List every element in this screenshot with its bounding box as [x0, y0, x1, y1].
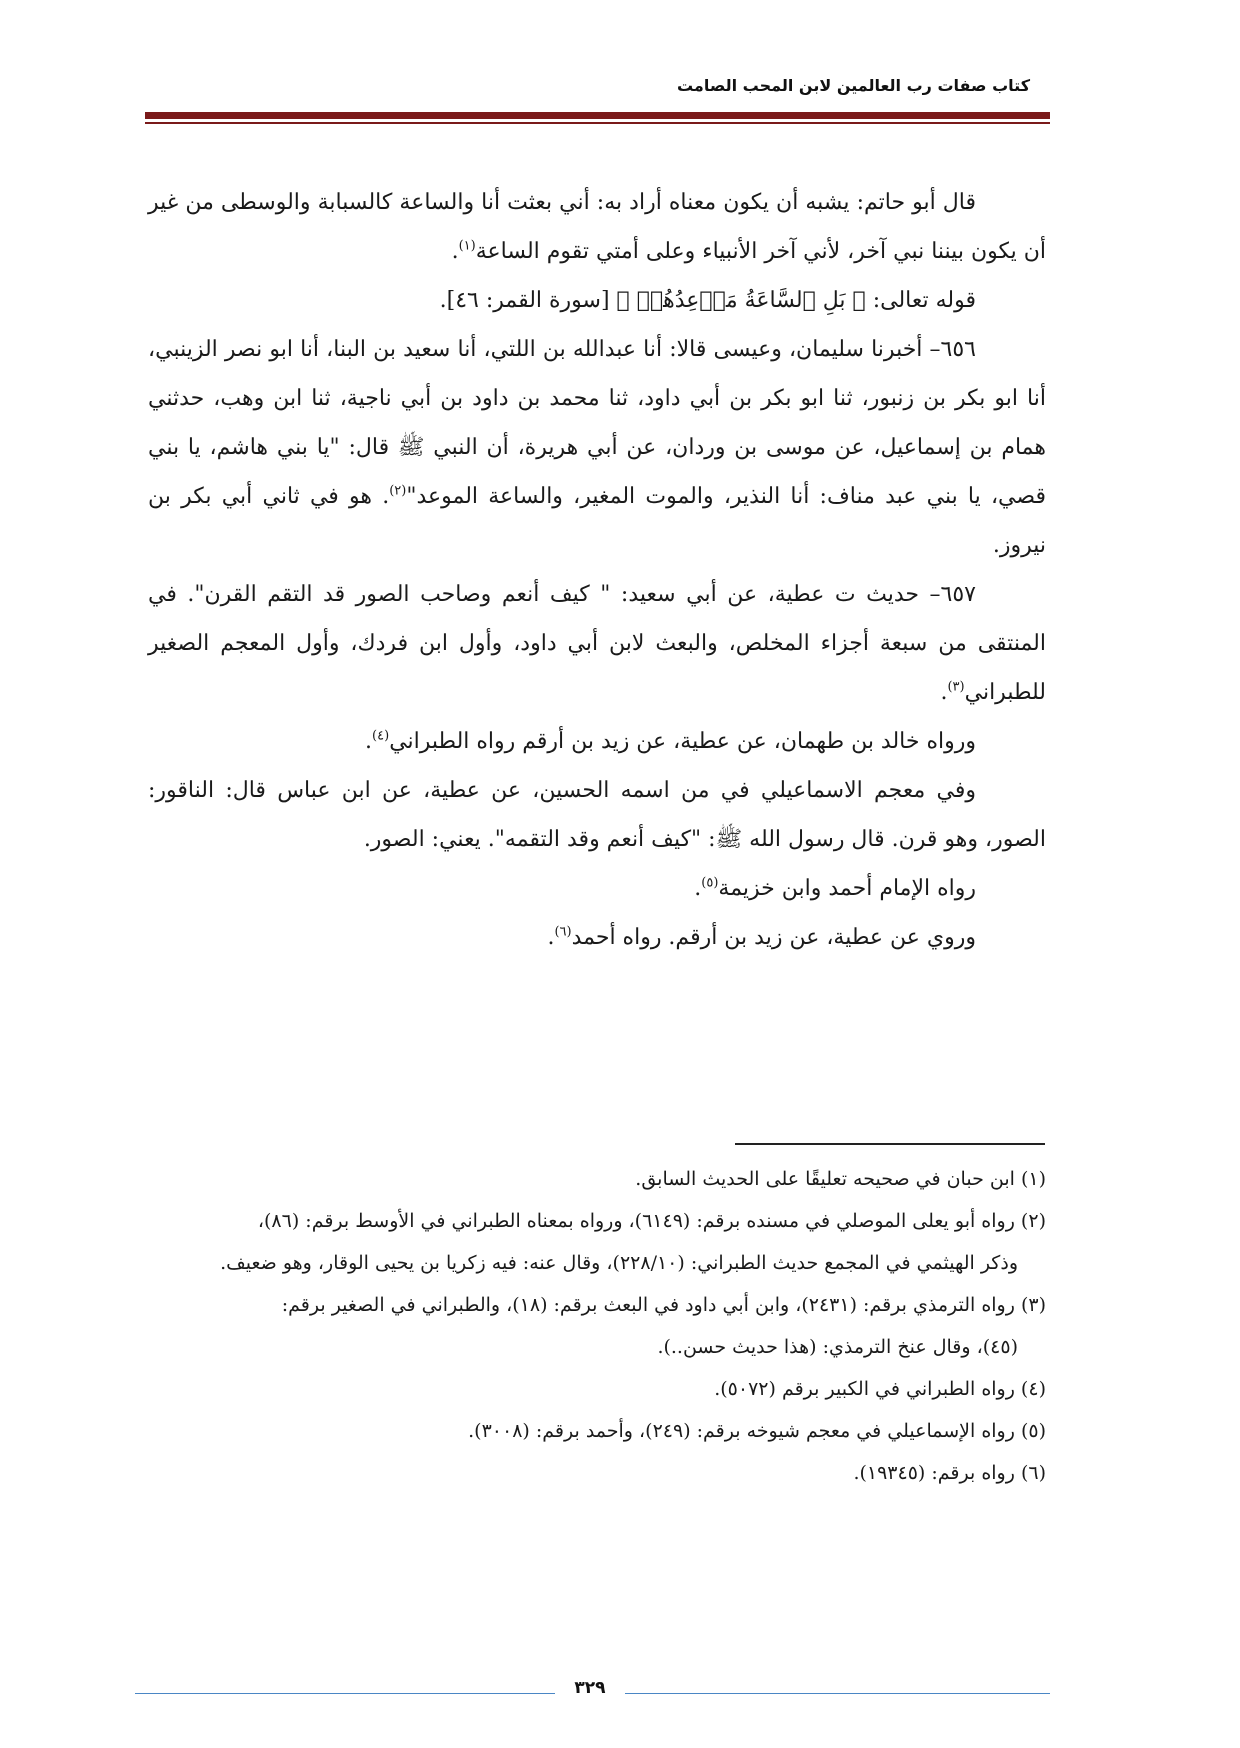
paragraph-text: ٦٥٧– حديث ت عطية، عن أبي سعيد: " كيف أنعم وصاحب الصور قد التقم القرن". في المنتقى من سبعة أجزاء المخلص، والبعث لابن أبي داود، وأول ابن فردك، وأول المعجم الصغير للطبراني [148, 582, 1046, 705]
paragraph-text: ورواه خالد بن طهمان، عن عطية، عن زيد بن أرقم رواه الطبراني [389, 729, 976, 754]
page-number: ٣٢٩ [574, 1678, 606, 1698]
paragraph-text: رواه الإمام أحمد وابن خزيمة [718, 876, 976, 901]
paragraph-imam-ahmad: رواه الإمام أحمد وابن خزيمة$^{(٥)}$. [694, 875, 976, 901]
footnote-4: (٤) رواه الطبراني في الكبير برقم (٥٠٧٢). [714, 1378, 1046, 1400]
header-rule-thick [145, 112, 1050, 119]
footnote-2: (٢) رواه أبو يعلى الموصلي في مسنده برقم: (٦١٤٩)، ورواه بمعناه الطبراني في الأوسط برقم: (٨٦)، وذكر الهيثمي في المجمع حديث الطبراني: (٢٢٨/١٠)، وقال عنه: فيه زكريا بن يحيى الوقار، وهو ضعيف. [148, 1200, 1046, 1284]
paragraph-text: وروي عن عطية، عن زيد بن أرقم. رواه أحمد [571, 925, 976, 950]
footnote-ref-6: (٦) [554, 924, 572, 940]
paragraph-quran-verse: قوله تعالى: ﴿ بَلِ ٱلسَّاعَةُ مَوۡعِدُهُمۡ ﴾ [سورة القمر: ٤٦]. [439, 288, 976, 313]
footnote-ref-1: (١) [458, 238, 476, 254]
footnote-3: (٣) رواه الترمذي برقم: (٢٤٣١)، وابن أبي داود في البعث برقم: (١٨)، والطبراني في الصغير برقم: (٤٥)، وقال عنخ الترمذي: (هذا حديث حسن..). [148, 1284, 1046, 1368]
header-rule-thin [145, 122, 1050, 124]
footnote-continuation: (٤٥)، وقال عنخ الترمذي: (هذا حديث حسن..). [657, 1336, 1018, 1358]
paragraph-hadith-656: ٦٥٦– أخبرنا سليمان، وعيسى قالا: أنا عبدالله بن اللتي، أنا سعيد بن البنا، أنا ابو نصر الزينبي، أنا ابو بكر بن زنبور، ثنا ابو بكر بن أبي داود، ثنا محمد بن داود بن أبي ناجية، ثنا ابن وهب، حدثني همام بن إسماعيل، عن موسى بن وردان، عن أبي هريرة، أن النبي ﷺ قال: "يا بني هاشم، يا بني قصي، يا بني عبد مناف: أنا النذير، والموت المغير، والساعة الموعد"$^{(٢)}$. هو في ثاني أبي بكر بن نيروز. [148, 337, 1046, 558]
main-text [148, 178, 1046, 962]
footnote-ref-2: (٢) [389, 483, 407, 499]
book-title: كتاب صفات رب العالمين لابن المحب الصامت [676, 76, 1030, 95]
footnotes [148, 1158, 1046, 1494]
footnote-ref-3: (٣) [947, 679, 965, 695]
footnote-ref-4: (٤) [372, 728, 390, 744]
footnote-5: (٥) رواه الإسماعيلي في معجم شيوخه برقم: (٢٤٩)، وأحمد برقم: (٣٠٠٨). [468, 1420, 1046, 1442]
footnote-continuation: وذكر الهيثمي في المجمع حديث الطبراني: (٢٢٨/١٠)، وقال عنه: فيه زكريا بن يحيى الوقار، وهو ضعيف. [220, 1252, 1018, 1274]
footer-rule-right [625, 1693, 1050, 1694]
paragraph-text: قال أبو حاتم: يشبه أن يكون معناه أراد به: أني بعثت أنا والساعة كالسبابة والوسطى من غير أن يكون بيننا نبي آخر، لأني آخر الأنبياء وعلى أمتي تقوم الساعة [148, 190, 1046, 264]
footnote-ref-5: (٥) [701, 875, 719, 891]
paragraph-hadith-657: ٦٥٧– حديث ت عطية، عن أبي سعيد: " كيف أنعم وصاحب الصور قد التقم القرن". في المنتقى من سبعة أجزاء المخلص، والبعث لابن أبي داود، وأول ابن فردك، وأول المعجم الصغير للطبراني$^{(٣)}$. [148, 582, 1046, 705]
paragraph-zayd-ibn-arqam: وروي عن عطية، عن زيد بن أرقم. رواه أحمد$^{(٦)}$. [547, 924, 976, 950]
footnote-6: (٦) رواه برقم: (١٩٣٤٥). [853, 1462, 1046, 1484]
paragraph-khalid-ibn-tahman: ورواه خالد بن طهمان، عن عطية، عن زيد بن أرقم رواه الطبراني$^{(٤)}$. [365, 728, 976, 754]
paragraph-abu-hatim: قال أبو حاتم: يشبه أن يكون معناه أراد به: أني بعثت أنا والساعة كالسبابة والوسطى من غير أن يكون بيننا نبي آخر، لأني آخر الأنبياء وعلى أمتي تقوم الساعة$^{(١)}$. [148, 190, 1046, 264]
paragraph-ismaili-mujam: وفي معجم الاسماعيلي في من اسمه الحسين، عن عطية، عن ابن عباس قال: الناقور: الصور، وهو قرن. قال رسول الله ﷺ: "كيف أنعم وقد التقمه". يعني: الصور. [148, 778, 1046, 852]
footnote-separator [735, 1143, 1045, 1145]
footer-rule-left [135, 1693, 555, 1694]
paragraph-text: ٦٥٦– أخبرنا سليمان، وعيسى قالا: أنا عبدالله بن اللتي، أنا سعيد بن البنا، أنا ابو نصر الزينبي، أنا ابو بكر بن زنبور، ثنا ابو بكر بن أبي داود، ثنا محمد بن داود بن أبي ناجية، ثنا ابن وهب، حدثني همام بن إسماعيل، عن موسى بن وردان، عن أبي هريرة، أن النبي ﷺ قال: "يا بني هاشم، يا بني قصي، يا بني عبد مناف: أنا النذير، والموت المغير، والساعة الموعد" [148, 337, 1046, 509]
footnote-1: (١) ابن حبان في صحيحه تعليقًا على الحديث السابق. [635, 1168, 1046, 1190]
